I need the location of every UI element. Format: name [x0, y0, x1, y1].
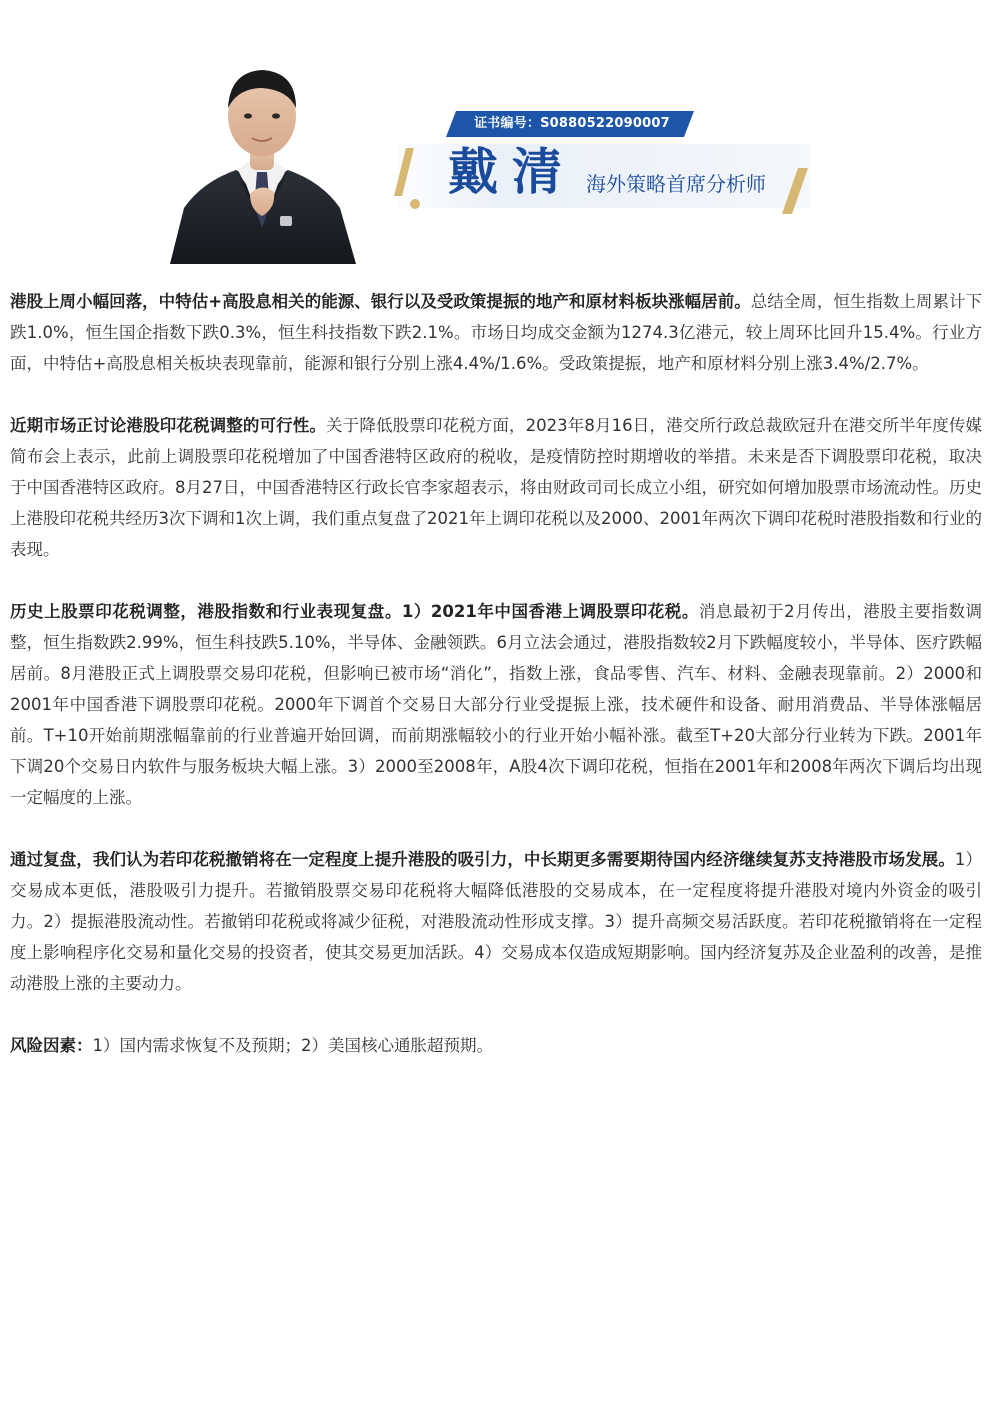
- paragraph-market-review: [10, 286, 982, 379]
- paragraph-historical-review: [10, 596, 982, 813]
- paragraph-heading: 风险因素：: [10, 1036, 93, 1055]
- analyst-photo: [162, 58, 362, 268]
- paragraph-conclusion: [10, 844, 982, 999]
- paragraph-text: 总结全周，恒生指数上周累计下跌1.0%，恒生国企指数下跌0.3%，恒生科技指数下跌2.1%。市场日均成交金额为1274.3亿港元，较上周环比回升15.4%。行业方面，中特估+高股息相关板块表现靠前，能源和银行分别上涨4.4%/1.6%。受政策提振，地产和原材料分别上涨3.4%/2.7%。: [10, 292, 982, 373]
- article-body: [10, 286, 982, 1092]
- paragraph-heading: 通过复盘，我们认为若印花税撤销将在一定程度上提升港股的吸引力，中长期更多需要期待国内经济继续复苏支持港股市场发展。: [10, 850, 955, 869]
- paragraph-heading: 历史上股票印花税调整，港股指数和行业表现复盘。1）2021年中国香港上调股票印花税。: [10, 602, 699, 621]
- paragraph-text: 关于降低股票印花税方面，2023年8月16日，港交所行政总裁欧冠升在港交所半年度传媒简布会上表示，此前上调股票印花税增加了中国香港特区政府的税收，是疫情防控时期增收的举措。未来是否下调股票印花税，取决于中国香港特区政府。8月27日，中国香港特区行政长官李家超表示，将由财政司司长成立小组，研究如何增加股票市场流动性。历史上港股印花税共经历3次下调和1次上调，我们重点复盘了2021年上调印花税以及2000、2001年两次下调印花税时港股指数和行业的表现。: [10, 416, 982, 559]
- analyst-name: 戴清: [448, 142, 576, 201]
- paragraph-text: 1）交易成本更低，港股吸引力提升。若撤销股票交易印花税将大幅降低港股的交易成本，在一定程度将提升港股对境内外资金的吸引力。2）提振港股流动性。若撤销印花税或将减少征税，对港股流动性形成支撑。3）提升高频交易活跃度。若印花税撤销将在一定程度上影响程序化交易和量化交易的投资者，使其交易更加活跃。4）交易成本仅造成短期影响。国内经济复苏及企业盈利的改善，是推动港股上涨的主要动力。: [10, 850, 982, 993]
- paragraph-stamp-duty-discussion: [10, 410, 982, 565]
- analyst-header: [0, 0, 992, 272]
- paragraph-heading: 近期市场正讨论港股印花税调整的可行性。: [10, 416, 327, 435]
- paragraph-heading: 港股上周小幅回落，中特估+高股息相关的能源、银行以及受政策提振的地产和原材料板块涨幅居前。: [10, 292, 751, 311]
- paragraph-risk-factors: [10, 1030, 982, 1061]
- paragraph-text: 1）国内需求恢复不及预期；2）美国核心通胀超预期。: [92, 1036, 493, 1055]
- gold-dot: [410, 199, 420, 209]
- certificate-number: 证书编号：S0880522090007: [474, 116, 670, 131]
- paragraph-text: 消息最初于2月传出，港股主要指数调整，恒生指数跌2.99%，恒生科技跌5.10%，半导体、金融领跌。6月立法会通过，港股指数较2月下跌幅度较小，半导体、医疗跌幅居前。8月港股正式上调股票交易印花税，但影响已被市场“消化”，指数上涨，食品零售、汽车、材料、金融表现靠前。2）2000和2001年中国香港下调股票印花税。2000年下调首个交易日大部分行业受提振上涨，技术硬件和设备、耐用消费品、半导体涨幅居前。T+10开始前期涨幅靠前的行业普遍开始回调，而前期涨幅较小的行业开始小幅补涨。截至T+20大部分行业转为下跌。2001年下调20个交易日内软件与服务板块大幅上涨。3）2000至2008年，A股4次下调印花税，恒指在2001年和2008年两次下调后均出现一定幅度的上涨。: [10, 602, 982, 807]
- analyst-title: 海外策略首席分析师: [586, 172, 766, 196]
